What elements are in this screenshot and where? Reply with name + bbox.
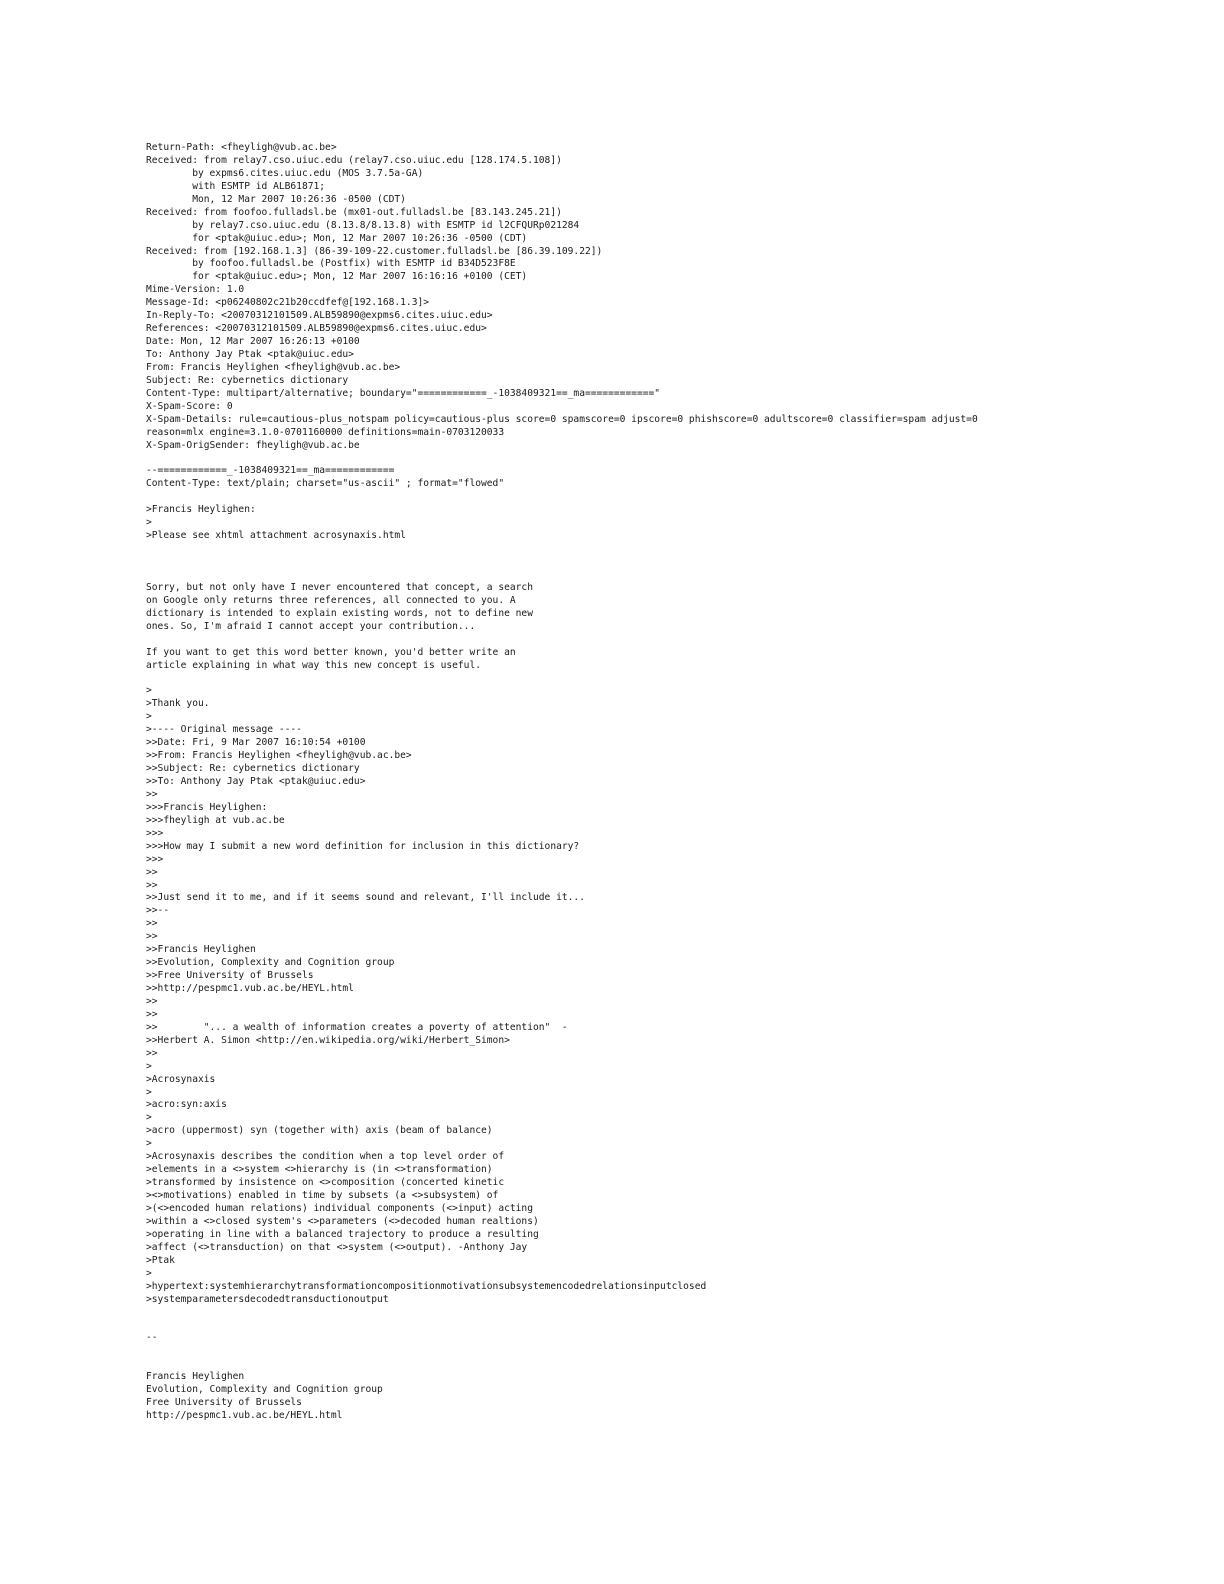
quoted-line: >affect (<>transduction) on that <>system (<>output). -Anthony Jay — [146, 1241, 528, 1253]
mime-line: --============_-1038409321==_ma============ — [146, 465, 395, 477]
mime-line: Content-Type: text/plain; charset="us-ascii" ; format="flowed" — [146, 478, 505, 490]
quoted-line: >>> — [146, 827, 164, 839]
quoted-thread — [146, 685, 1206, 1306]
quoted-line: > — [146, 711, 152, 723]
quoted-line: > — [146, 1086, 152, 1098]
header-line: References: <20070312101509.ALB59890@expms6.cites.uiuc.edu> — [146, 323, 487, 335]
quoted-line: >> — [146, 1047, 158, 1059]
header-line: by foofoo.fulladsl.be (Postfix) with ESMTP id B34D523F8E — [146, 258, 516, 270]
quoted-line: >>Just send it to me, and if it seems sound and relevant, I'll include it... — [146, 892, 585, 904]
header-line: Return-Path: <fheyligh@vub.ac.be> — [146, 142, 337, 153]
quoted-line: >>Francis Heylighen — [146, 944, 256, 956]
email-document — [146, 142, 1206, 1423]
signature-line: Francis Heylighen — [146, 1371, 245, 1383]
body-line: ones. So, I'm afraid I cannot accept your contribution... — [146, 620, 476, 632]
header-line: To: Anthony Jay Ptak <ptak@uiuc.edu> — [146, 349, 354, 360]
quoted-line: > — [146, 685, 152, 697]
quoted-line: >>>Francis Heylighen: — [146, 801, 268, 813]
quoted-intro — [146, 504, 1206, 543]
header-line: Content-Type: multipart/alternative; boundary="============_-1038409321==_ma============" — [146, 387, 661, 399]
body-line: on Google only returns three references, all connected to you. A — [146, 594, 516, 606]
quoted-line: >> — [146, 931, 158, 943]
quoted-line: >>http://pespmc1.vub.ac.be/HEYL.html — [146, 983, 354, 994]
header-line: Subject: Re: cybernetics dictionary — [146, 374, 349, 386]
header-line: Received: from relay7.cso.uiuc.edu (relay7.cso.uiuc.edu [128.174.5.108]) — [146, 154, 562, 166]
quoted-line: >>Free University of Brussels — [146, 970, 314, 982]
quoted-line: >(<>encoded human relations) individual components (<>input) acting — [146, 1202, 533, 1214]
quoted-line: >---- Original message ---- — [146, 724, 302, 736]
quoted-line: >acro (uppermost) syn (together with) axis (beam of balance) — [146, 1125, 493, 1137]
header-line: Date: Mon, 12 Mar 2007 16:26:13 +0100 — [146, 336, 360, 348]
quoted-line: >Ptak — [146, 1254, 175, 1266]
quoted-line: >>Evolution, Complexity and Cognition group — [146, 957, 395, 969]
signature-line: Evolution, Complexity and Cognition group — [146, 1384, 383, 1396]
quoted-line: >>To: Anthony Jay Ptak <ptak@uiuc.edu> — [146, 776, 366, 787]
quoted-line: >systemparametersdecodedtransductionoutput — [146, 1293, 389, 1305]
quoted-line: >Acrosynaxis — [146, 1073, 216, 1085]
quoted-line: >> — [146, 995, 158, 1007]
email-headers — [146, 142, 1206, 414]
quoted-line: >> "... a wealth of information creates a poverty of attention" - — [146, 1021, 568, 1033]
quoted-line: >>>How may I submit a new word definition for inclusion in this dictionary? — [146, 840, 580, 852]
reply-paragraph — [146, 647, 1206, 673]
quoted-line: >acro:syn:axis — [146, 1099, 227, 1111]
quoted-line: >Please see xhtml attachment acrosynaxis.html — [146, 530, 406, 542]
header-line: Received: from [192.168.1.3] (86-39-109-22.customer.fulladsl.be [86.39.109.22]) — [146, 245, 603, 257]
body-line: If you want to get this word better known, you'd better write an — [146, 646, 516, 658]
header-line: Mime-Version: 1.0 — [146, 284, 245, 296]
quoted-line: >>> — [146, 853, 164, 865]
header-line: In-Reply-To: <20070312101509.ALB59890@expms6.cites.uiuc.edu> — [146, 310, 493, 322]
quoted-line: >Acrosynaxis describes the condition when a top level order of — [146, 1151, 505, 1163]
header-line: Message-Id: <p06240802c21b20ccdfef@[192.168.1.3]> — [146, 297, 430, 309]
header-line: From: Francis Heylighen <fheyligh@vub.ac.be> — [146, 361, 401, 373]
header-spam-orig-sender: X-Spam-OrigSender: fheyligh@vub.ac.be — [146, 439, 360, 451]
body-line: dictionary is intended to explain existing words, not to define new — [146, 607, 533, 619]
quoted-line: >elements in a <>system <>hierarchy is (in <>transformation) — [146, 1164, 493, 1176]
quoted-line: >>Date: Fri, 9 Mar 2007 16:10:54 +0100 — [146, 737, 366, 749]
quoted-line: >operating in line with a balanced trajectory to produce a resulting — [146, 1228, 539, 1240]
quoted-line: > — [146, 1060, 152, 1072]
signature-block — [146, 1371, 1206, 1423]
header-line: with ESMTP id ALB61871; — [146, 180, 326, 192]
quoted-line: >> — [146, 866, 158, 878]
quoted-line: > — [146, 1138, 152, 1150]
header-line: X-Spam-Score: 0 — [146, 400, 233, 412]
quoted-line: >>>fheyligh at vub.ac.be — [146, 814, 285, 826]
header-spam-details: X-Spam-Details: rule=cautious-plus_notspam policy=cautious-plus score=0 spamscore=0 ipscore=0 phishscore=0 adultscore=0 classifier=spam adjust=0 reason=mlx engine=3.1.0-0701160000 definitions=main-0703120033 — [146, 413, 984, 438]
body-line: Sorry, but not only have I never encountered that concept, a search — [146, 581, 533, 593]
quoted-line: >Thank you. — [146, 698, 210, 710]
signature-separator: -- — [146, 1332, 158, 1344]
quoted-line: > — [146, 517, 152, 529]
body-line: article explaining in what way this new concept is useful. — [146, 659, 482, 671]
quoted-line: >> — [146, 1008, 158, 1020]
quoted-line: >> — [146, 788, 158, 800]
quoted-line: >within a <>closed system's <>parameters (<>decoded human realtions) — [146, 1215, 539, 1227]
quoted-line: >Francis Heylighen: — [146, 504, 256, 516]
quoted-line: >>-- — [146, 905, 170, 917]
header-line: Mon, 12 Mar 2007 10:26:36 -0500 (CDT) — [146, 193, 406, 205]
mime-part-header — [146, 465, 1206, 491]
quoted-line: >>Herbert A. Simon <http://en.wikipedia.org/wiki/Herbert_Simon> — [146, 1034, 510, 1046]
quoted-line: ><>motivations) enabled in time by subsets (a <>subsystem) of — [146, 1190, 499, 1201]
quoted-line: >>From: Francis Heylighen <fheyligh@vub.ac.be> — [146, 750, 412, 762]
quoted-line: >transformed by insistence on <>composition (concerted kinetic — [146, 1177, 505, 1189]
reply-paragraph — [146, 582, 1206, 634]
header-line: for <ptak@uiuc.edu>; Mon, 12 Mar 2007 10:26:36 -0500 (CDT) — [146, 232, 528, 244]
quoted-line: > — [146, 1267, 152, 1279]
quoted-line: >>Subject: Re: cybernetics dictionary — [146, 763, 360, 775]
signature-line: http://pespmc1.vub.ac.be/HEYL.html — [146, 1409, 343, 1421]
header-line: by relay7.cso.uiuc.edu (8.13.8/8.13.8) with ESMTP id l2CFQURp021284 — [146, 219, 580, 231]
quoted-line: > — [146, 1112, 152, 1124]
header-line: for <ptak@uiuc.edu>; Mon, 12 Mar 2007 16:16:16 +0100 (CET) — [146, 271, 528, 283]
header-line: by expms6.cites.uiuc.edu (MOS 3.7.5a-GA) — [146, 167, 424, 179]
signature-line: Free University of Brussels — [146, 1397, 302, 1409]
quoted-line: >> — [146, 918, 158, 930]
header-line: Received: from foofoo.fulladsl.be (mx01-out.fulladsl.be [83.143.245.21]) — [146, 206, 562, 218]
quoted-line: >> — [146, 879, 158, 891]
quoted-line: >hypertext:systemhierarchytransformationcompositionmotivationsubsystemencodedrelationsinputclosed — [146, 1280, 707, 1292]
